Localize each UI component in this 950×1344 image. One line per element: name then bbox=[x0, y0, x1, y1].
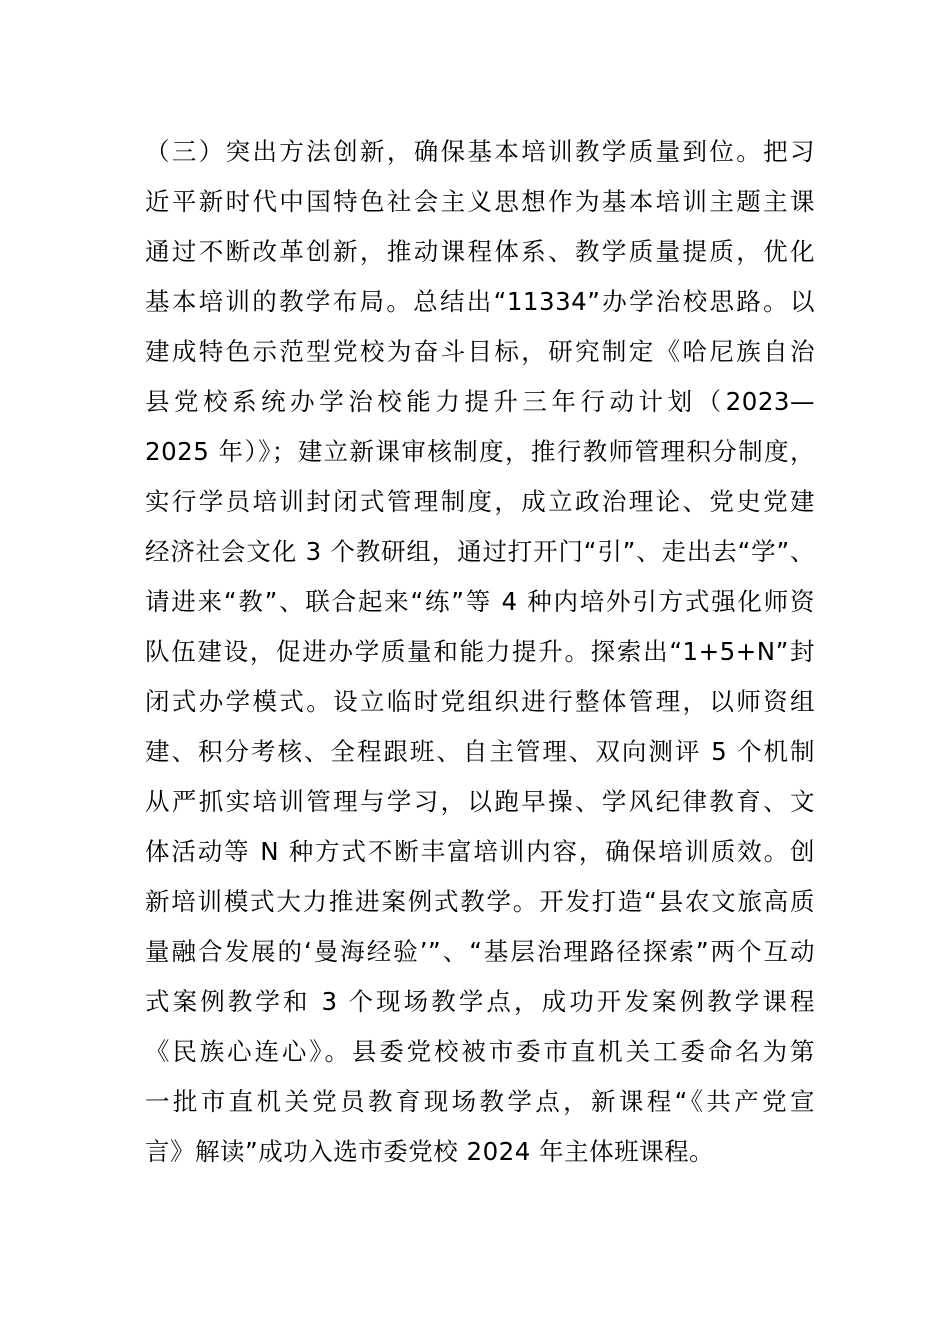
text-line: 量融合发展的‘曼海经验’”、“基层治理路径探索”两个互动 bbox=[145, 937, 815, 966]
text-line: 建、积分考核、全程跟班、自主管理、双向测评 5 个机制 bbox=[145, 737, 815, 766]
text-line: 县党校系统办学治校能力提升三年行动计划（2023— bbox=[145, 387, 815, 416]
text-line: 建成特色示范型党校为奋斗目标，研究制定《哈尼族自治 bbox=[145, 337, 815, 366]
text-line: 基本培训的教学布局。总结出“11334”办学治校思路。以 bbox=[145, 287, 815, 316]
text-line: 队伍建设，促进办学质量和能力提升。探索出“1+5+N”封 bbox=[145, 637, 815, 666]
text-line: 2025 年）》；建立新课审核制度，推行教师管理积分制度， bbox=[145, 437, 815, 466]
text-line: 新培训模式大力推进案例式教学。开发打造“县农文旅高质 bbox=[145, 887, 815, 916]
text-line: （三）突出方法创新，确保基本培训教学质量到位。把习 bbox=[145, 137, 815, 166]
text-line: 通过不断改革创新，推动课程体系、教学质量提质，优化 bbox=[145, 237, 815, 266]
text-line: 请进来“教”、联合起来“练”等 4 种内培外引方式强化师资 bbox=[145, 587, 815, 616]
text-line: 闭式办学模式。设立临时党组织进行整体管理，以师资组 bbox=[145, 687, 815, 716]
body-paragraph bbox=[145, 127, 815, 1177]
text-line: 近平新时代中国特色社会主义思想作为基本培训主题主课 bbox=[145, 187, 815, 216]
text-line: 《民族心连心》。县委党校被市委市直机关工委命名为第 bbox=[145, 1037, 815, 1066]
text-line-last: 言》解读”成功入选市委党校 2024 年主体班课程。 bbox=[145, 1137, 715, 1166]
text-line: 从严抓实培训管理与学习，以跑早操、学风纪律教育、文 bbox=[145, 787, 815, 816]
text-line: 实行学员培训封闭式管理制度，成立政治理论、党史党建 bbox=[145, 487, 815, 516]
text-line: 式案例教学和 3 个现场教学点，成功开发案例教学课程 bbox=[145, 987, 815, 1016]
text-line: 一批市直机关党员教育现场教学点，新课程“《共产党宣 bbox=[145, 1087, 815, 1116]
text-line: 经济社会文化 3 个教研组，通过打开门“引”、走出去“学”、 bbox=[145, 537, 815, 566]
text-line: 体活动等 N 种方式不断丰富培训内容，确保培训质效。创 bbox=[145, 837, 815, 866]
